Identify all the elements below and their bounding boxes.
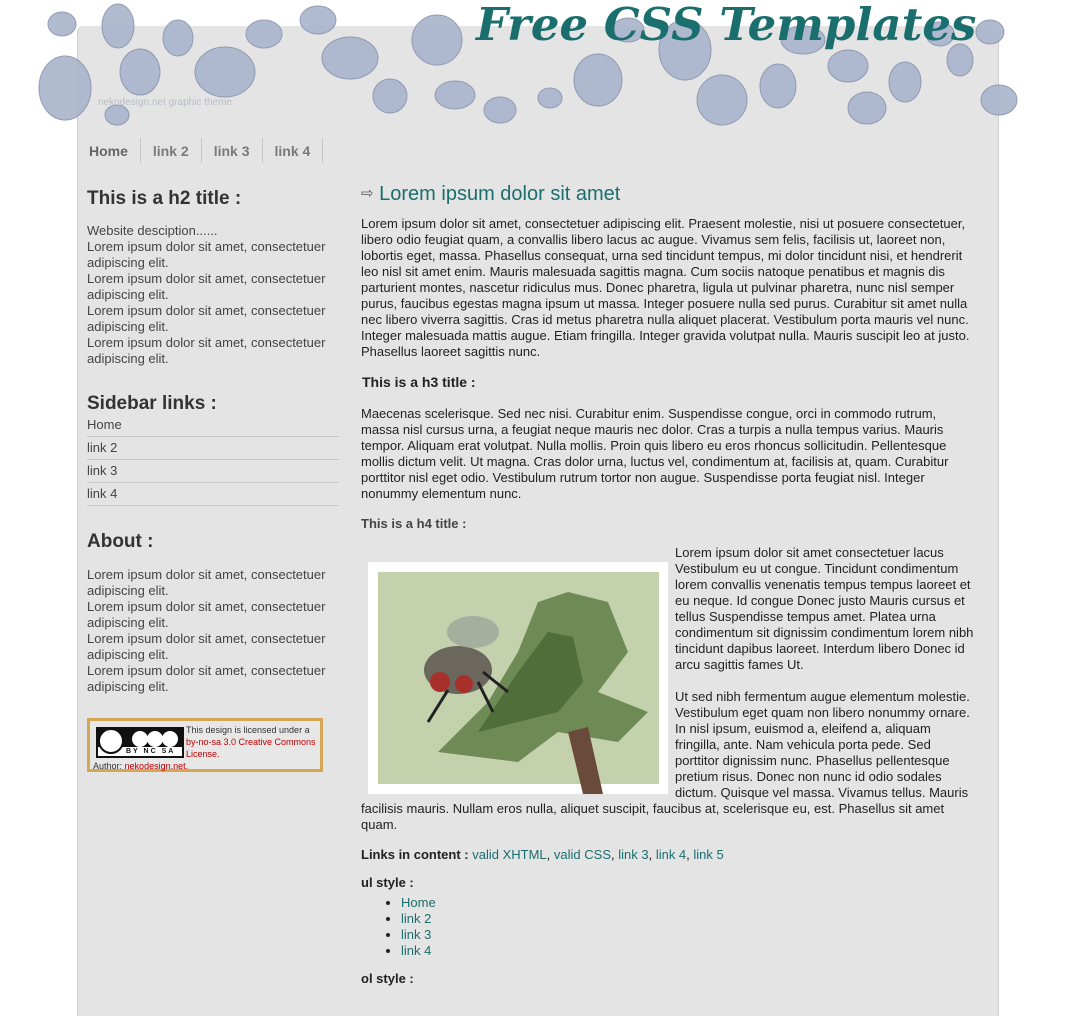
ul-style-label: ul style : xyxy=(361,875,414,890)
sidebar-link-2[interactable]: link 2 xyxy=(87,438,339,460)
sidebar-text: Lorem ipsum dolor sit amet, consectetuer adipiscing elit. xyxy=(87,239,326,270)
sidebar-text: Lorem ipsum dolor sit amet, consectetuer adipiscing elit. xyxy=(87,303,326,334)
sidebar-text: Lorem ipsum dolor sit amet, consectetuer adipiscing elit. xyxy=(87,271,326,302)
nav-link-4[interactable]: link 4 xyxy=(263,138,324,163)
ul-list xyxy=(361,895,978,959)
link-3[interactable]: link 3 xyxy=(618,847,649,862)
fly-on-thistle-image xyxy=(368,562,668,794)
ul-link-home[interactable]: Home xyxy=(401,895,436,910)
links-label: Links in content : xyxy=(361,847,469,862)
content-paragraph: Ut sed nibh fermentum augue elementum molestie. Vestibulum eget quam non libero nonummy ornare. In nisl ipsum, euismod a, eleifend a, aliquam fringilla, ante. Nam vehicula porta pede. Sed porttitor dignissim nunc. Phasellus pellentesque pretium risus. Donec non nunc id odio sodales dictum. Quisque vel massa. Vivamus tellus. Mauris facilisis mauris. Nullam eros nulla, aliquet suscipit, faucibus at, scelerisque eu, est. Phasellus sit amet quam. xyxy=(361,689,970,832)
content-paragraph: Lorem ipsum dolor sit amet, consectetuer adipiscing elit. Praesent molestie, nisi ut posuere consectetuer, libero odio feugiat quam, a convallis libero lacus ac augue. Vivamus sem felis, facilisis ut, laoreet non, lobortis eget, massa. Phasellus consequat, urna sed tincidunt tempus, mi dolor tincidunt nisi, et hendrerit leo nisl sit amet enim. Mauris malesuada sagittis magna. Cum sociis natoque penatibus et magnis dis parturient montes, nascetur ridiculus mus. Donec pharetra, ligula ut pulvinar pharetra, nunc nisl semper purus, faucibus egestas magna ipsum ut massa. Integer posuere nulla sed purus. Curabitur sit amet nulla nec libero viverra sagittis. Cras id metus pharetra nulla aliquet placerat. Vestibulum porta mauris vel nunc. Integer malesuada mattis augue. Etiam fringilla. Integer gravida volutpat nulla. Mauris suscipit leo at justo. Phasellus laoreet sagittis nunc. xyxy=(361,216,970,359)
about-text: Lorem ipsum dolor sit amet, consectetuer adipiscing elit. xyxy=(87,631,326,662)
about-text: Lorem ipsum dolor sit amet, consectetuer adipiscing elit. xyxy=(87,663,326,694)
nav-link-2[interactable]: link 2 xyxy=(141,138,202,163)
link-valid-xhtml[interactable]: valid XHTML xyxy=(472,847,547,862)
sidebar-description-block xyxy=(87,223,339,367)
sidebar-description: Website desciption...... xyxy=(87,223,218,238)
about-text: Lorem ipsum dolor sit amet, consectetuer adipiscing elit. xyxy=(87,567,326,598)
content-title xyxy=(361,183,978,205)
sidebar xyxy=(87,188,339,771)
main-content xyxy=(361,183,978,987)
h3-title: This is a h3 title : xyxy=(362,374,476,390)
cc-badge-text: BY NC SA xyxy=(126,748,176,755)
top-nav xyxy=(77,138,323,163)
license-box xyxy=(87,718,323,772)
creative-commons-badge[interactable] xyxy=(96,727,184,758)
about-title: About : xyxy=(87,531,154,552)
sidebar-links-title: Sidebar links : xyxy=(87,393,217,414)
sidebar-links xyxy=(87,415,339,506)
h4-title: This is a h4 title : xyxy=(361,516,467,531)
ol-style-label: ol style : xyxy=(361,971,414,986)
sidebar-link-home[interactable]: Home xyxy=(87,415,339,437)
about-block xyxy=(87,567,339,695)
content-paragraph: Maecenas scelerisque. Sed nec nisi. Curabitur enim. Suspendisse congue, orci in commodo rutrum, massa nisl cursus urna, a feugiat neque mauris nec dolor. Cras a turpis a nulla tempus varius. Mauris tempor. Aliquam erat volutpat. Nulla mollis. Proin quis libero eu eros rhoncus sollicitudin. Pellentesque mollis dictum velit. Ut magna. Cras dolor urna, luctus vel, condimentum at, facilisis at, quam. Curabitur porttitor nisl eget odio. Vestibulum rutrum tortor non augue. Suspendisse porta feugiat nisl. Integer nonummy elementum nunc. xyxy=(361,406,949,501)
ul-link-4[interactable]: link 4 xyxy=(401,943,432,958)
nav-home[interactable]: Home xyxy=(77,138,141,163)
author-link[interactable]: nekodesign.net. xyxy=(124,761,189,771)
nav-link-3[interactable]: link 3 xyxy=(202,138,263,163)
ul-link-2[interactable]: link 2 xyxy=(401,911,432,926)
fly-photo xyxy=(368,562,668,794)
link-5[interactable]: link 5 xyxy=(693,847,724,862)
link-valid-css[interactable]: valid CSS xyxy=(553,847,611,862)
license-author xyxy=(93,760,317,772)
sidebar-title: This is a h2 title : xyxy=(87,188,242,209)
ul-link-3[interactable]: link 3 xyxy=(401,927,432,942)
site-title: Free CSS Templates xyxy=(476,0,977,51)
content-title-text: Lorem ipsum dolor sit amet xyxy=(379,183,621,205)
sidebar-link-3[interactable]: link 3 xyxy=(87,461,339,483)
license-link[interactable]: by-no-sa 3.0 Creative Commons License. xyxy=(186,737,316,759)
content-paragraph: Lorem ipsum dolor sit amet consectetuer lacus Vestibulum eu ut congue. Tincidunt condimentum lorem convallis venenatis tempus tempus laoreet et eu neque. Id congue Donec justo Mauris cursus et tellus Suspendisse tempus amet. Platea urna condimentum sit dignissim condimentum lorem nibh tincidunt dapibus laoreet. Interdum libero Donec id arcu sagittis fames Ut. xyxy=(675,545,974,672)
sidebar-link-4[interactable]: link 4 xyxy=(87,484,339,506)
links-in-content: Links in content : valid XHTML, valid CSS, link 3, link 4, link 5 xyxy=(361,847,724,862)
sidebar-text: Lorem ipsum dolor sit amet, consectetuer adipiscing elit. xyxy=(87,335,326,366)
link-4[interactable]: link 4 xyxy=(655,847,687,862)
header xyxy=(0,0,1088,135)
about-text: Lorem ipsum dolor sit amet, consectetuer adipiscing elit. xyxy=(87,599,326,630)
site-subtitle: nekodesign.net graphic theme xyxy=(98,97,232,108)
arrow-right-icon: ⇨ xyxy=(361,185,374,202)
author-label: Author: xyxy=(93,761,123,771)
license-text: This design is licensed under a xyxy=(186,725,310,735)
